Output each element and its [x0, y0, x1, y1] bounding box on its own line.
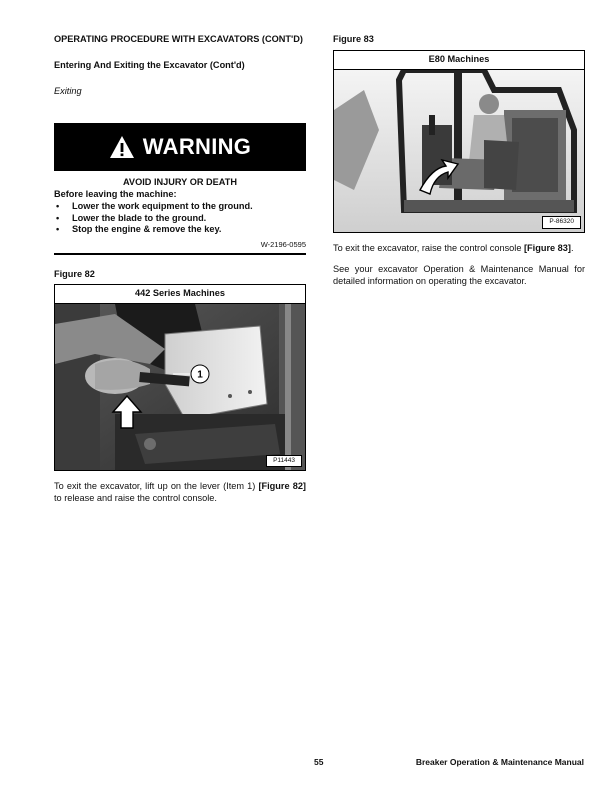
- excavator-cab-photo: [334, 70, 584, 232]
- section-title: OPERATING PROCEDURE WITH EXCAVATORS (CONT'D): [54, 34, 303, 44]
- figure-83-label: Figure 83: [333, 34, 374, 44]
- right-column: [333, 34, 585, 288]
- warning-banner-text: WARNING: [142, 134, 252, 160]
- exit-instruction-text-end: to release and raise the control console.: [54, 493, 217, 504]
- footer-manual-title: Breaker Operation & Maintenance Manual: [415, 757, 584, 767]
- subsection-title: Entering And Exiting the Excavator (Cont'd): [54, 59, 245, 70]
- warning-triangle-icon: [109, 135, 135, 159]
- page-number: 55: [314, 757, 324, 767]
- warning-item: • Lower the work equipment to the ground.: [54, 201, 306, 213]
- excavator-lever-photo: [55, 304, 305, 470]
- figure-82-code: P11443: [266, 455, 302, 467]
- raise-console-text: To exit the excavator, raise the control console: [333, 242, 524, 253]
- figure-83-code: P-86320: [542, 216, 581, 228]
- exit-instruction-text: To exit the excavator, lift up on the lever (Item 1): [54, 481, 259, 492]
- figure-82: [54, 284, 306, 471]
- figure-83-photo: [334, 70, 584, 232]
- figure-82-label: Figure 82: [54, 268, 95, 279]
- figure-82-photo: [55, 304, 305, 470]
- figure-82-title: 442 Series Machines: [55, 285, 305, 304]
- manual-reference-paragraph: See your excavator Operation & Maintenance Manual for detailed information on operating the excavator.: [333, 264, 585, 287]
- left-column: [54, 34, 306, 505]
- italic-heading: Exiting: [54, 85, 82, 96]
- figure-83-title: E80 Machines: [334, 51, 584, 70]
- warning-banner: [54, 123, 306, 171]
- warning-code: W-2196-0595: [54, 240, 306, 255]
- figure-83: [333, 50, 585, 233]
- raise-console-text-end: .: [570, 242, 574, 253]
- warning-heading: AVOID INJURY OR DEATH: [122, 177, 237, 188]
- warning-lead: Before leaving the machine:: [54, 189, 177, 200]
- raise-console-instruction: [333, 243, 585, 255]
- figure-82-reference: [Figure 82]: [258, 481, 306, 492]
- warning-item: • Lower the blade to the ground.: [54, 213, 306, 225]
- figure-83-reference: [Figure 83]: [524, 242, 571, 253]
- warning-list: [54, 201, 306, 236]
- exit-instruction: [54, 481, 306, 505]
- callout-number: 1: [197, 369, 203, 381]
- warning-item: • Stop the engine & remove the key.: [54, 224, 306, 236]
